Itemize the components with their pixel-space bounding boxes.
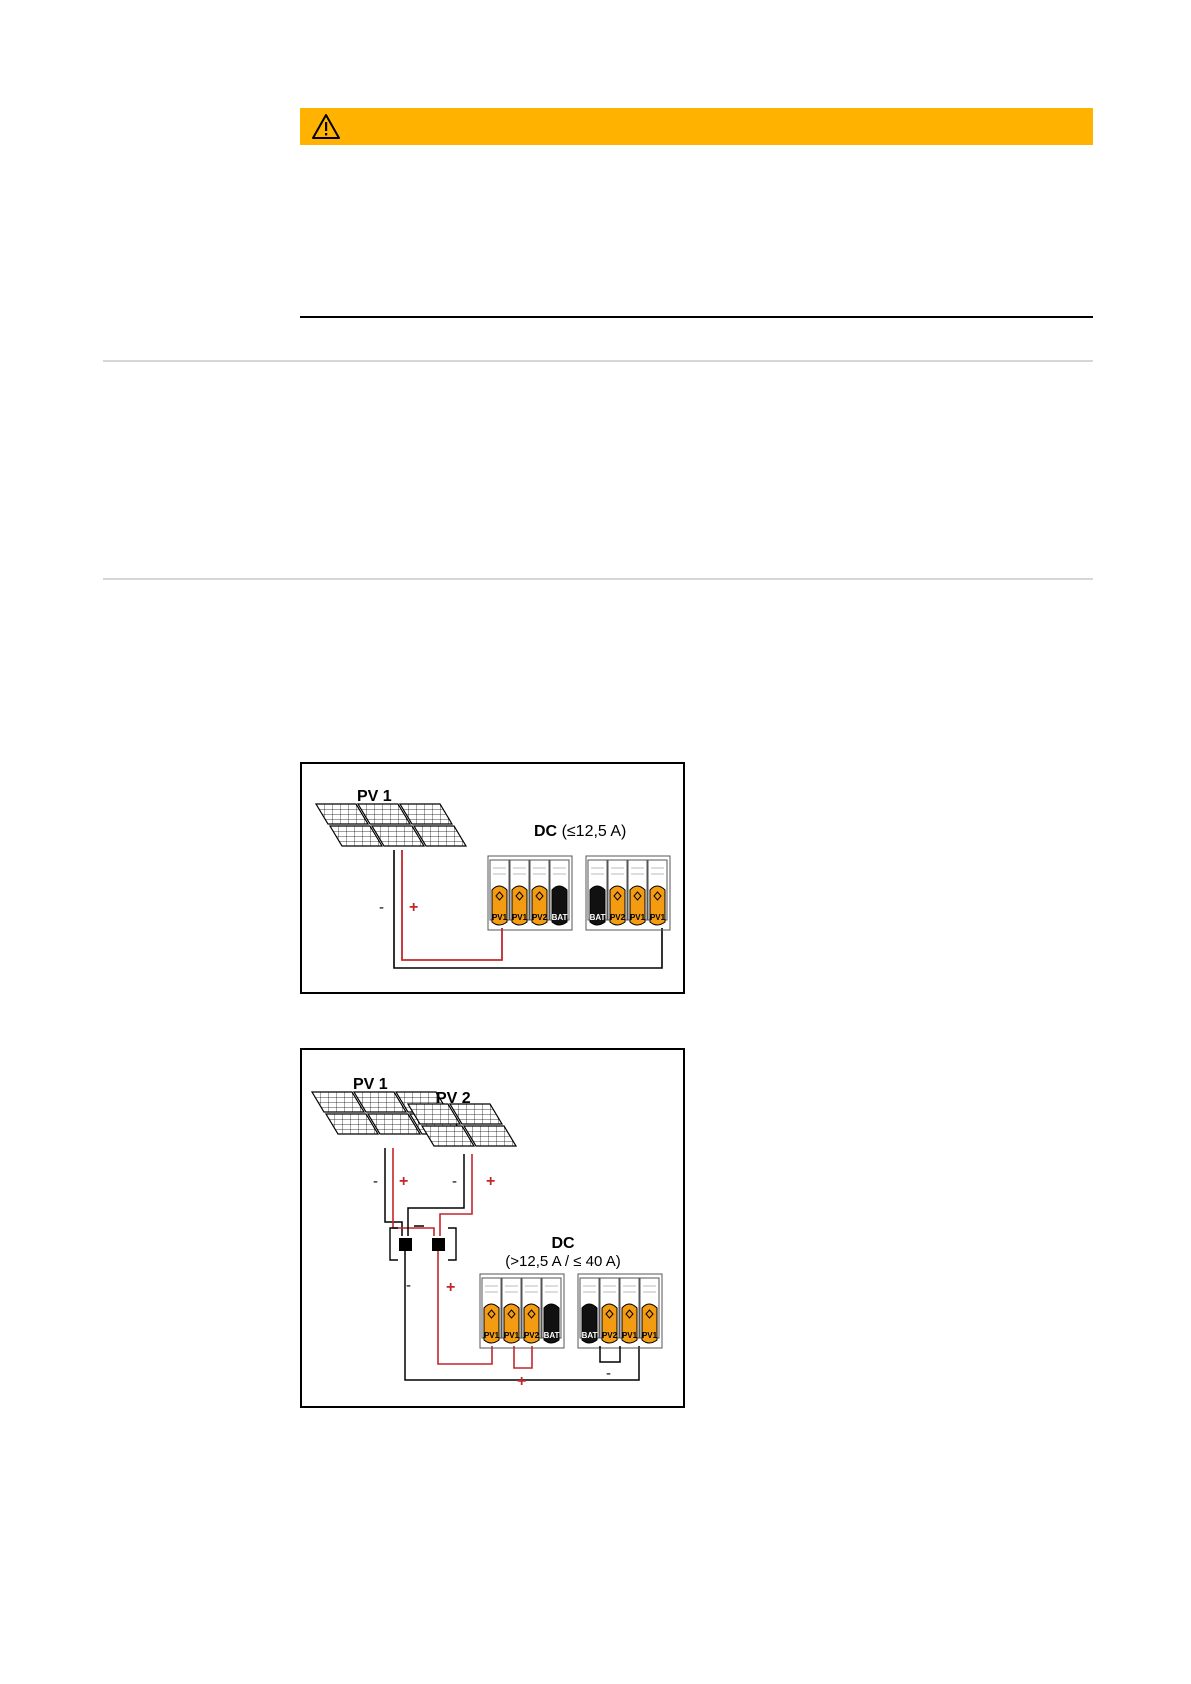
- pv1-label: PV 1: [353, 1076, 388, 1093]
- terminal-label: PV2: [601, 1331, 618, 1340]
- plus-wire: [393, 1148, 434, 1236]
- plus-wire: [440, 1154, 472, 1236]
- figure-dual-pv-wiring: [300, 1048, 685, 1408]
- section-divider: [103, 578, 1093, 580]
- terminal-label: PV1: [641, 1331, 658, 1340]
- plus-sign: +: [399, 1173, 409, 1190]
- dc-connector-block-left: [480, 1274, 564, 1348]
- minus-sign: -: [406, 1277, 411, 1294]
- terminal-label: BAT: [551, 913, 568, 922]
- solar-panel-array: [316, 804, 466, 846]
- section-divider: [300, 316, 1093, 318]
- dc-current-range: (>12,5 A / ≤ 40 A): [505, 1253, 621, 1270]
- terminal-label: PV1: [503, 1331, 520, 1340]
- pv1-label: PV 1: [357, 788, 392, 805]
- terminal-label: PV1: [649, 913, 666, 922]
- terminal-label: BAT: [543, 1331, 560, 1340]
- warning-bar: [300, 108, 1093, 145]
- dc-label: DC: [551, 1235, 575, 1252]
- terminal-label: PV1: [511, 913, 528, 922]
- plus-sign: +: [486, 1173, 496, 1190]
- plus-sign: +: [409, 899, 419, 916]
- terminal-label: PV1: [621, 1331, 638, 1340]
- string-combiner: [390, 1226, 456, 1260]
- minus-sign: -: [379, 899, 384, 916]
- section-divider: [103, 360, 1093, 362]
- terminal-label: PV1: [491, 913, 508, 922]
- terminal-label: BAT: [581, 1331, 598, 1340]
- terminal-label: PV1: [483, 1331, 500, 1340]
- terminal-label: PV1: [629, 913, 646, 922]
- minus-sign: -: [452, 1173, 457, 1190]
- plus-sign: +: [446, 1279, 456, 1296]
- terminal-label: PV2: [523, 1331, 540, 1340]
- pv2-label: PV 2: [436, 1090, 471, 1107]
- plus-sign: +: [517, 1373, 527, 1390]
- terminal-label: PV2: [531, 913, 548, 922]
- dc-connector-block-left: [488, 856, 572, 930]
- figure-single-pv-wiring: [300, 762, 685, 994]
- terminal-label: PV2: [609, 913, 626, 922]
- minus-wire: [408, 1154, 464, 1236]
- minus-sign: -: [606, 1365, 611, 1382]
- terminal-label: BAT: [589, 913, 606, 922]
- dc-connector-block-right: [586, 856, 670, 930]
- dc-current-label: DC (≤12,5 A): [534, 823, 627, 840]
- dc-connector-block-right: [578, 1274, 662, 1348]
- plus-jumper: [514, 1346, 532, 1368]
- warning-triangle-icon: [311, 113, 341, 140]
- minus-sign: -: [373, 1173, 378, 1190]
